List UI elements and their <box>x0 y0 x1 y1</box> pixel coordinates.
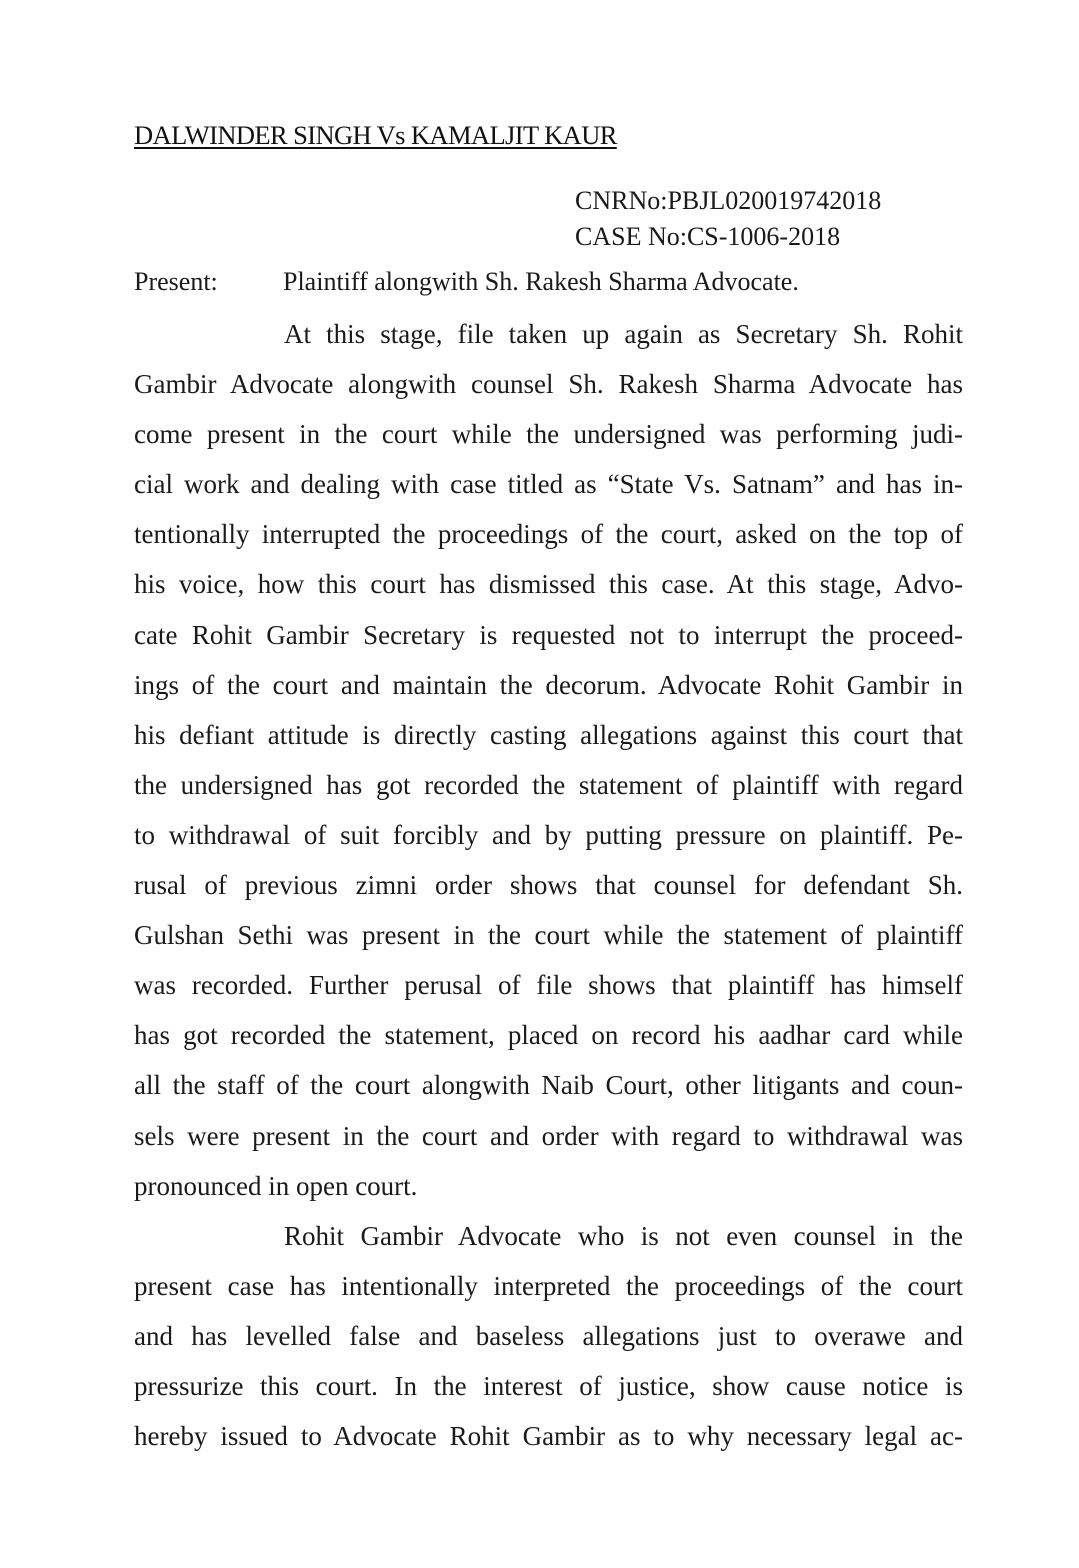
paragraph-line: pressurize this court. In the interest of justice, show cause notice is <box>134 1370 963 1401</box>
paragraph-line: pronounced in open court. <box>134 1170 418 1201</box>
order-body <box>134 317 963 1469</box>
paragraph-line: and has levelled false and baseless allegations just to overawe and <box>134 1320 963 1351</box>
paragraph-line: Gambir Advocate alongwith counsel Sh. Rakesh Sharma Advocate has <box>134 369 963 400</box>
paragraph-line: At this stage, file taken up again as Secretary Sh. Rohit <box>284 319 963 349</box>
case-number: CASE No:CS-1006-2018 <box>575 222 841 251</box>
paragraph-line: rusal of previous zimni order shows that counsel for defendant Sh. <box>134 870 963 901</box>
present-value: Plaintiff alongwith Sh. Rakesh Sharma Advocate. <box>283 267 799 296</box>
paragraph-line: all the staff of the court alongwith Naib Court, other litigants and coun- <box>134 1070 963 1101</box>
paragraph-line: Rohit Gambir Advocate who is not even counsel in the <box>284 1220 963 1251</box>
paragraph-line: to withdrawal of suit forcibly and by putting pressure on plaintiff. Pe- <box>134 819 963 850</box>
paragraph-line: cial work and dealing with case titled as “State Vs. Satnam” and has in- <box>134 469 963 500</box>
paragraph-line: has got recorded the statement, placed on record his aadhar card while <box>134 1020 963 1051</box>
paragraph-line: was recorded. Further perusal of file shows that plaintiff has himself <box>134 970 963 1001</box>
paragraph-line: his defiant attitude is directly casting allegations against this court that <box>134 719 963 750</box>
paragraph-2 <box>134 1219 963 1469</box>
paragraph-line: his voice, how this court has dismissed this case. At this stage, Advo- <box>134 569 963 600</box>
paragraph-line: come present in the court while the undersigned was performing judi- <box>134 419 963 450</box>
paragraph-1 <box>134 317 963 1219</box>
case-reference <box>575 183 881 255</box>
paragraph-line: ings of the court and maintain the decorum. Advocate Rohit Gambir in <box>134 669 963 700</box>
paragraph-line: the undersigned has got recorded the statement of plaintiff with regard <box>134 769 963 800</box>
paragraph-line: Gulshan Sethi was present in the court while the statement of plaintiff <box>134 920 963 951</box>
paragraph-line: sels were present in the court and order with regard to withdrawal was <box>134 1120 963 1151</box>
paragraph-line: present case has intentionally interpreted the proceedings of the court <box>134 1270 963 1301</box>
case-title: DALWINDER SINGH Vs KAMALJIT KAUR <box>134 120 617 150</box>
cnr-number: CNRNo:PBJL020019742018 <box>575 186 882 215</box>
paragraph-line: hereby issued to Advocate Rohit Gambir as to why necessary legal ac- <box>134 1421 963 1452</box>
present-label: Present: <box>134 267 218 296</box>
paragraph-line: tentionally interrupted the proceedings of the court, asked on the top of <box>134 519 963 550</box>
paragraph-line: cate Rohit Gambir Secretary is requested not to interrupt the proceed- <box>134 619 963 650</box>
